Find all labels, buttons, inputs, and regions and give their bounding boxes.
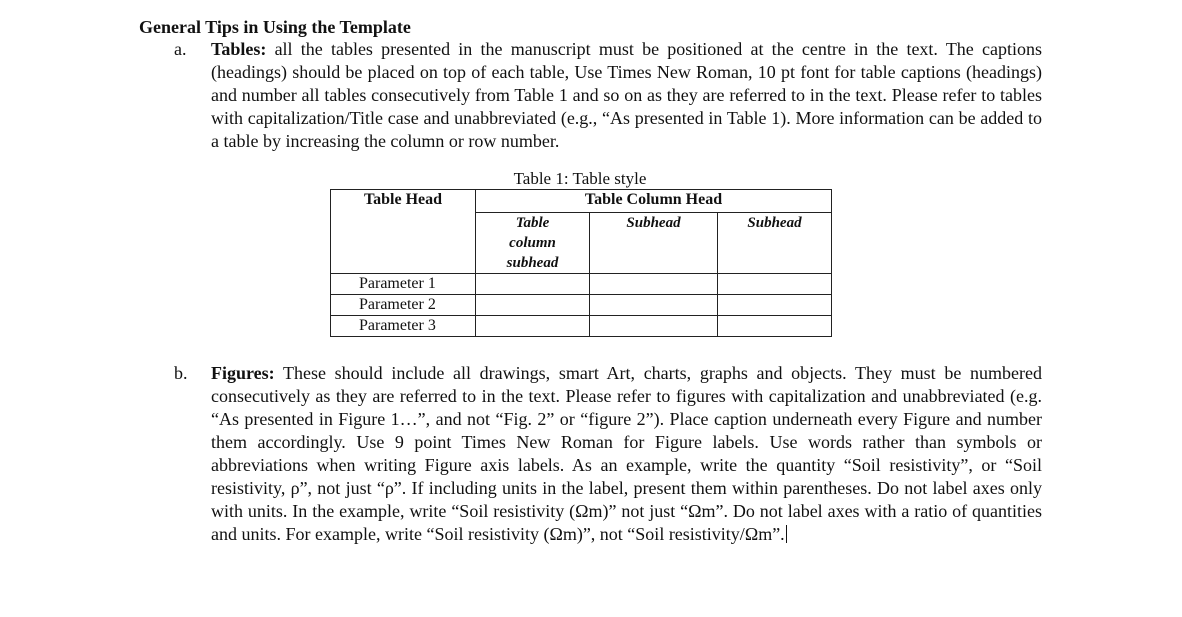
- paragraph-body: These should include all drawings, smart Art, charts, graphs and objects. They must be numbered consecutively as they are referred to in the text. Please refer to figures with capitalization and unabbreviated (e.g. “As presented in Figure 1…”, and not “Fig. 2” or “figure 2”). Place caption underneath every Figure and number them accordingly. Use 9 point Times New Roman for Figure labels. Use words rather than symbols or abbreviations when writing Figure axis labels. As an example, write the quantity “Soil resistivity”, or “Soil resistivity, ρ”, not just “ρ”. If including units in the label, present them within parentheses. Do not label axes only with units. In the example, write “Soil resistivity (Ωm)” not just “Ωm”. Do not label axes with a ratio of quantities and units. For example, write “Soil resistivity (Ωm)”, not “Soil resistivity/Ωm”.: [211, 363, 1042, 544]
- paragraph-body: all the tables presented in the manuscript must be positioned at the centre in the text. The captions (headings) should be placed on top of each table, Use Times New Roman, 10 pt font for table captions (headings) and number all tables consecutively from Table 1 and so on as they are referred to in the text. Please refer to tables with capitalization/Title case and unabbreviated (e.g., “As presented in Table 1). More information can be added to a table by increasing the column or row number.: [211, 39, 1042, 151]
- table-row: [331, 316, 832, 337]
- table-style-example: [330, 189, 832, 337]
- table-cell: [718, 274, 832, 295]
- table-head-cell: Table Head: [331, 190, 476, 274]
- row-label-cell: Parameter 3: [331, 316, 476, 337]
- subhead-text: Table column subhead: [506, 215, 559, 271]
- table-subhead-cell: [476, 213, 590, 274]
- row-label-cell: Parameter 2: [331, 295, 476, 316]
- table-row: [331, 274, 832, 295]
- table-caption: Table 1: Table style: [513, 169, 647, 188]
- table-cell: [718, 295, 832, 316]
- paragraph-figures[interactable]: [211, 362, 1042, 546]
- table-cell: [590, 316, 718, 337]
- table-subhead-cell: Subhead: [718, 213, 832, 274]
- table-cell: [476, 316, 590, 337]
- table-header-row: [331, 190, 832, 213]
- table-cell: [476, 295, 590, 316]
- table-cell: [590, 295, 718, 316]
- list-marker: b.: [174, 363, 188, 383]
- section-heading: General Tips in Using the Template: [139, 17, 411, 37]
- table-row: [331, 295, 832, 316]
- table-cell: [590, 274, 718, 295]
- list-marker: a.: [174, 39, 187, 59]
- table-cell: [476, 274, 590, 295]
- text-cursor: [786, 525, 787, 543]
- paragraph-lead: Tables:: [211, 39, 267, 59]
- table-column-head-cell: Table Column Head: [476, 190, 832, 213]
- table-subhead-cell: Subhead: [590, 213, 718, 274]
- table-cell: [718, 316, 832, 337]
- row-label-cell: Parameter 1: [331, 274, 476, 295]
- paragraph-lead: Figures:: [211, 363, 275, 383]
- paragraph-tables[interactable]: [211, 38, 1042, 153]
